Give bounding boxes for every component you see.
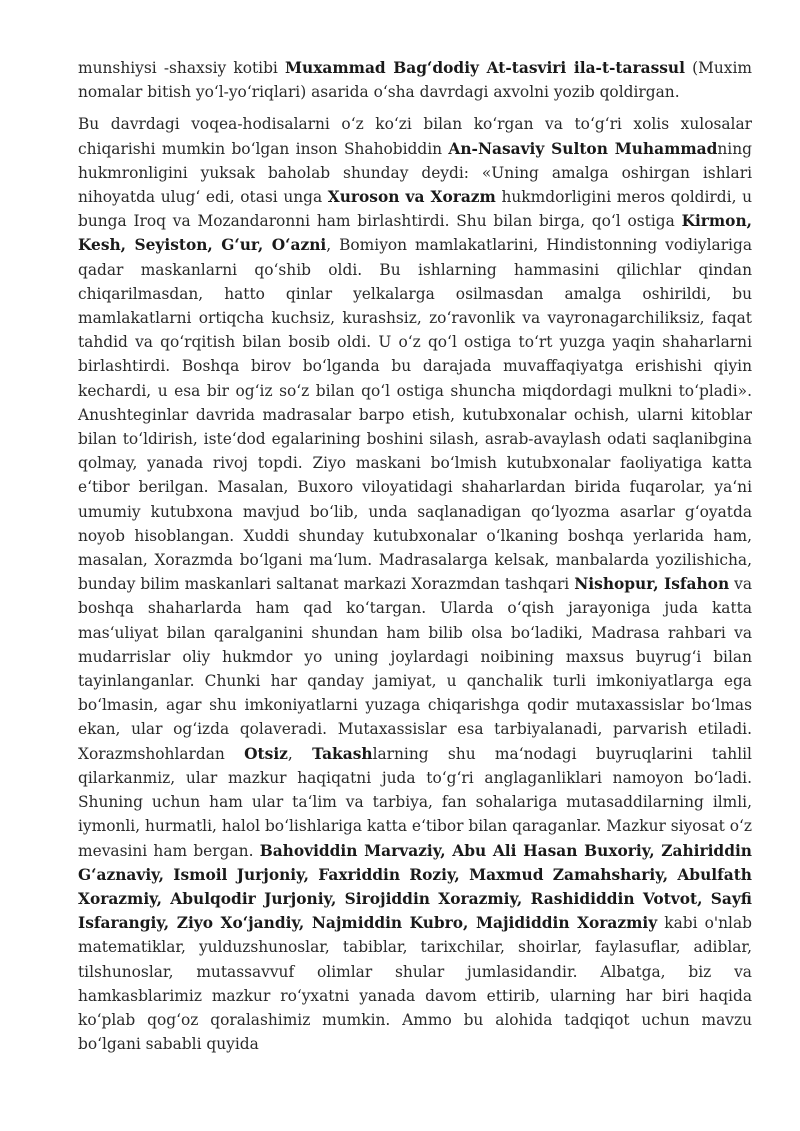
text-run: Bu davrdagi voqea-hodisalarni o‘z ko‘zi bilan ko‘rgan va to‘g‘ri xolis xulosalar chiqarishi mumkin bo‘lgan inson Shahobiddin: [78, 115, 752, 158]
bold-text: Takash: [312, 744, 373, 763]
bold-text: Bahoviddin Marvaziy, Abu Ali Hasan Buxoriy, Zahiriddin G‘aznaviy, Ismoil Jurjoniy, Faxriddin Roziy, Maxmud Zamahshariy, Abulfath Xorazmiy, Abulqodir Jurjoniy, Sirojiddin Xorazmiy, Rashididdin Votvot, Sayfi Isfarangiy, Ziyo Xo‘jandiy, Najmiddin Kubro, Majididdin Xorazmiy: [78, 841, 752, 933]
bold-text: Muxammad Bag‘dodiy At-tasviri ila-t-tarassul: [285, 59, 685, 77]
bold-text: Nishopur, Isfahon: [574, 575, 730, 594]
text-run: larning shu ma‘nodagi buyruqlarini tahlil qilarkanmiz, ular mazkur haqiqatni juda to‘g‘ri anglaganliklari namoyon bo‘ladi. Shuning uchun ham ular ta‘lim va tarbiya, fan sohalariga mutasaddilarning ilmli, iymonli, hurmatli, halol bo‘lishlariga katta e‘tibor bilan qaraganlar. Mazkur siyosat o‘z mevasini ham bergan.: [78, 744, 752, 860]
text-run: (Muxim nomalar bitish yo‘l-yo‘riqlari) asarida o‘sha davrdagi axvolni yozib qoldirgan.: [78, 59, 752, 102]
bold-text: Xuroson va Xorazm: [327, 188, 496, 207]
bold-text: An-Nasaviy Sulton Muhammad: [448, 139, 718, 158]
text-run: ,: [287, 744, 313, 763]
text-run: hukmdorligini meros qoldirdi, u bunga Iroq va Mozandaronni ham birlashtirdi. Shu bilan birga, qo‘l ostiga: [78, 188, 752, 231]
text-run: va boshqa shaharlarda ham qad ko‘targan. Ularda o‘qish jarayoniga juda katta mas‘uliyat bilan qaralganini shundan ham bilib olsa bo‘ladiki, Madrasa rahbari va mudarrislar oliy hukmdor yo uning joylardagi noibining maxsus buyrug‘i bilan tayinlanganlar. Chunki har qanday jamiyat, u qanchalik turli imkoniyatlarga ega bo‘lmasin, agar shu imkoniyatlarni yuzaga chiqarishga qodir mutaxassislar bo‘lmas ekan, ular og‘izda qolaveradi. Mutaxassislar esa tarbiyalanadi, parvarish etiladi. Xorazmshohlardan: [78, 575, 753, 763]
text-run: kabi o'nlab matematiklar, yulduzshunoslar, tabiblar, tarixchilar, shoirlar, faylasuflar, adiblar, tilshunoslar, mutassavvuf olimlar shular jumlasidandir. Albatga, biz va hamkasblarimiz mazkur ro‘yxatni yanada davom ettirib, ularning har biri haqida ko‘plab qog‘oz qoralashimiz mumkin. Ammo bu alohida tadqiqot uchun mavzu bo‘lgani sababli quyida: [78, 914, 752, 1054]
text-run: ning hukmronligini yuksak baholab shunday deydi: «Uning amalga oshirgan ishlari nihoyatda ulug‘ edi, otasi unga: [78, 139, 752, 207]
paragraph-1: [78, 56, 752, 104]
text-run: , Bomiyon mamlakatlarini, Hindistonning vodiylariga qadar maskanlarni qo‘shib oldi. Bu ishlarning hammasini qilichlar qindan chiqarilmasdan, hatto qinlar yelkalarga osilmasdan amalga oshirildi, bu mamlakatlarni ortiqcha kuchsiz, kurashsiz, zo‘ravonlik va vayronagarchiliksiz, faqat tahdid va qo‘rqitish bilan bosib oldi. U o‘z qo‘l ostiga to‘rt yuzga yaqin shaharlarni birlashtirdi. Boshqa birov bo‘lganda bu darajada muvaffaqiyatga erishishi qiyin kechardi, u esa bir og‘iz so‘z bilan qo‘l ostiga shuncha miqdordagi mulkni to‘pladi». Anushteginlar davrida madrasalar barpo etish, kutubxonalar ochish, ularni kitoblar bilan to‘ldirish, iste‘dod egalarining boshini silash, asrab-avaylash odati saqlanibgina qolmay, yanada rivoj topdi. Ziyo maskani bo‘lmish kutubxonalar faoliyatiga katta e‘tibor berilgan. Masalan, Buxoro viloyatidagi shaharlardan birida fuqarolar, ya‘ni umumiy kutubxona mavjud bo‘lib, unda saqlanadigan qo‘lyozma asarlar g‘oyatda noyob hisoblangan. Xuddi shunday kutubxonalar o‘lkaning boshqa yerlarida ham, masalan, Xorazmda bo‘lgani ma‘lum. Madrasalarga kelsak, manbalarda yozilishicha, bunday bilim maskanlari saltanat markazi Xorazmdan tashqari: [78, 236, 753, 594]
paragraph-2: [78, 112, 752, 1056]
text-run: munshiysi -shaxsiy kotibi: [78, 59, 285, 77]
bold-text: Otsiz: [244, 744, 288, 763]
bold-text: Kirmon, Kesh, Seyiston, G‘ur, O‘azni: [78, 212, 752, 255]
